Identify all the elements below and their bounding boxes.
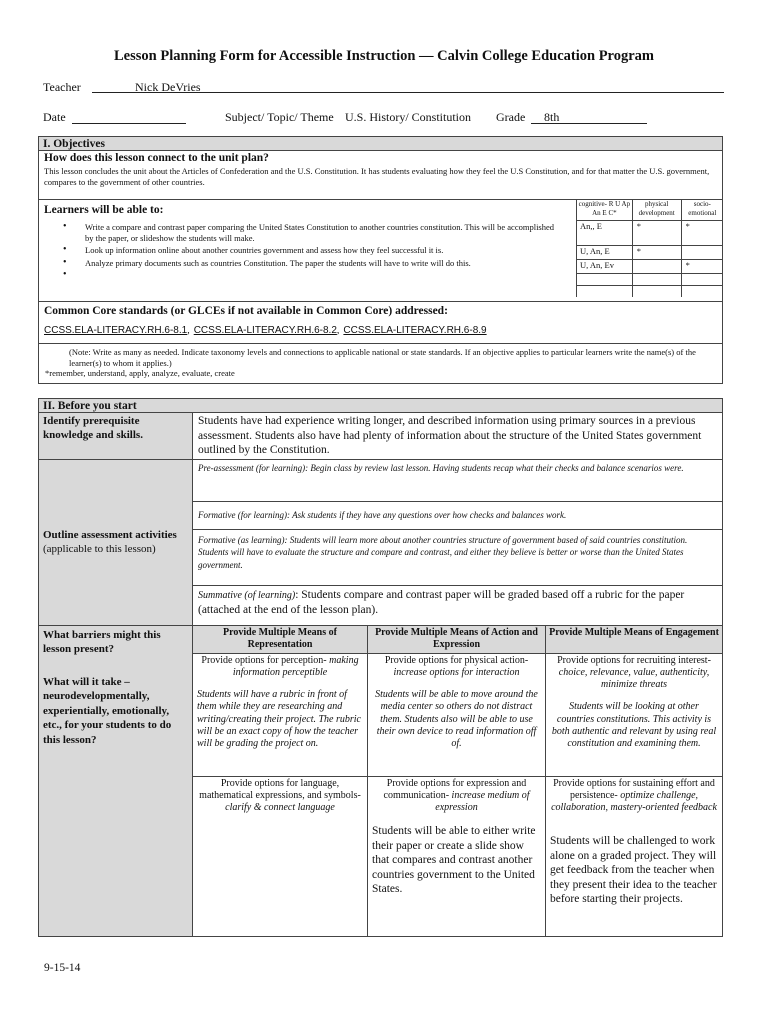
tax-cell: An,, E bbox=[577, 220, 633, 245]
tax-cell bbox=[681, 285, 723, 297]
udl-lead: Provide options for language, mathematical expressions, and symbols- bbox=[199, 777, 361, 801]
subject-label: Subject/ Topic/ Theme bbox=[225, 110, 334, 124]
tax-cell bbox=[681, 245, 723, 259]
tax-cell: * bbox=[681, 220, 723, 245]
udl-header-engagement: Provide Multiple Means of Engagement bbox=[546, 625, 723, 653]
what-will-it-take: What will it take – neurodevelopmentally, experientially, emotionally, etc., for your students to do this lesson? bbox=[43, 675, 172, 746]
udl-lead-italic: increase medium of expression bbox=[435, 789, 530, 814]
standard-link-3[interactable]: CCSS.ELA-LITERACY.RH.6-8.9 bbox=[343, 325, 487, 336]
udl-body: Students will be looking at other countries constitutions. This activity is both authentic and relevant by using real constitution and examining them. bbox=[551, 701, 717, 750]
barriers-question: What barriers might this lesson present? bbox=[43, 628, 161, 655]
tax-cell: * bbox=[681, 259, 723, 273]
tax-cell: * bbox=[632, 220, 681, 245]
barriers-cell bbox=[39, 625, 193, 936]
page-title: Lesson Planning Form for Accessible Instruction — Calvin College Education Program bbox=[114, 48, 654, 64]
common-core-label: Common Core standards (or GLCEs if not available in Common Core) addressed: bbox=[44, 305, 448, 317]
objectives-list bbox=[39, 222, 563, 270]
udl-lead: Provide options for expression and communication- bbox=[383, 777, 527, 801]
subject-value: U.S. History/ Constitution bbox=[345, 110, 472, 124]
assessment-label: Outline assessment activities bbox=[43, 529, 177, 541]
tax-cell bbox=[632, 273, 681, 285]
udl-lead-italic: clarify & connect language bbox=[225, 802, 335, 814]
col-socio: socio-emotional bbox=[681, 200, 723, 220]
summative-label: Summative (of learning) bbox=[198, 589, 296, 601]
tax-cell: U, An, Ev bbox=[577, 259, 633, 273]
objectives-note: (Note: Write as many as needed. Indicate taxonomy levels and connections to applicable national or state standards. If an objective applies to particular learners write the name(s) of the learner(s) to whom it applies.) bbox=[69, 347, 696, 368]
note-box bbox=[38, 344, 723, 384]
pre-assessment: Pre-assessment (for learning): Begin class by review last lesson. Having students recap what their checks and balance scenarios were. bbox=[193, 459, 723, 501]
udl-lead: Provide options for sustaining effort and persistence- bbox=[553, 777, 715, 801]
udl-sustaining-effort-cell bbox=[546, 776, 723, 936]
standard-link-1[interactable]: CCSS.ELA-LITERACY.RH.6-8.1 bbox=[44, 325, 188, 336]
assessment-label-cell bbox=[39, 459, 193, 625]
tax-cell bbox=[632, 285, 681, 297]
tax-cell bbox=[577, 285, 633, 297]
date-underline bbox=[72, 123, 186, 124]
udl-language-cell bbox=[193, 776, 368, 936]
before-table bbox=[38, 413, 723, 937]
unit-connection-answer: This lesson concludes the unit about the Articles of Confederation and the U.S. Constitution. It has students evaluating how they feel the U.S Constitution, and for that matter the U.S. government, compares to the government of other countries. bbox=[44, 166, 710, 187]
col-cognitive: cognitive- R U Ap An E C* bbox=[577, 200, 633, 220]
udl-lead-italic: choice, relevance, value, authenticity, minimize threats bbox=[558, 666, 710, 691]
learners-label: Learners will be able to: bbox=[44, 204, 164, 216]
udl-physical-action-cell bbox=[368, 653, 546, 776]
tax-cell bbox=[577, 273, 633, 285]
common-core-links bbox=[44, 320, 717, 338]
learners-box bbox=[38, 200, 723, 302]
date-label: Date bbox=[43, 110, 66, 124]
tax-cell: * bbox=[632, 245, 681, 259]
udl-lead-italic: making information perceptible bbox=[232, 654, 359, 678]
udl-lead: Provide options for perception- bbox=[201, 654, 327, 666]
tax-cell: U, An, E bbox=[577, 245, 633, 259]
udl-body: Students will have a rubric in front of them while they are researching and writing/creating their project. The rubric will be an exact copy of how the teacher will be grading the project on. bbox=[197, 689, 361, 750]
col-physical: physical development bbox=[632, 200, 681, 220]
udl-lead: Provide options for recruiting interest- bbox=[557, 654, 711, 666]
footer-date: 9-15-14 bbox=[44, 962, 81, 974]
standard-separator: , bbox=[187, 325, 190, 336]
prereq-text: Students have had experience writing longer, and described information using primary sources in a previous assessment. Students also have had plenty of information about the structure of the United States government outlined by the Constitution. bbox=[193, 413, 723, 459]
udl-body: Students will be able to either write their paper or create a slide show that compares and contrast another countries government to the United States. bbox=[372, 825, 536, 896]
objective-item-3: • Analyze primary documents such as countries Constitution. The paper the students will have to write will do this. bbox=[39, 258, 563, 269]
unit-connection-question: How does this lesson connect to the unit plan? bbox=[44, 152, 269, 164]
summative-cell bbox=[193, 585, 723, 625]
teacher-value: Nick DeVries bbox=[135, 80, 201, 94]
unit-connection-box bbox=[38, 151, 723, 200]
objectives-section-header: I. Objectives bbox=[38, 136, 723, 151]
teacher-label: Teacher bbox=[43, 80, 81, 94]
udl-header-action: Provide Multiple Means of Action and Expression bbox=[368, 625, 546, 653]
taxonomy-footnote: *remember, understand, apply, analyze, evaluate, create bbox=[45, 368, 235, 378]
udl-perception-cell bbox=[193, 653, 368, 776]
udl-lead-italic: increase options for interaction bbox=[393, 666, 520, 678]
assessment-sub: (applicable to this lesson) bbox=[43, 543, 156, 555]
udl-expression-cell bbox=[368, 776, 546, 936]
common-core-box bbox=[38, 302, 723, 344]
objective-item-2: • Look up information online about another countries government and assess how they feel successful it is. bbox=[39, 245, 563, 256]
formative-as: Formative (as learning): Students will learn more about another countries structure of government based of said countries constitution. Students will have to evaluate the structure and compare and contrast, and either they believe is better or worse than the United States government. bbox=[193, 529, 723, 585]
udl-header-representation: Provide Multiple Means of Representation bbox=[193, 625, 368, 653]
summative-text: : Students compare and contrast paper will be graded based off a rubric for the paper (attached at the end of the lesson plan). bbox=[198, 588, 685, 616]
tax-cell bbox=[681, 273, 723, 285]
prereq-label: Identify prerequisite knowledge and skills. bbox=[39, 413, 193, 459]
udl-lead: Provide options for physical action- bbox=[384, 654, 529, 666]
tax-cell bbox=[632, 259, 681, 273]
grade-value: 8th bbox=[544, 110, 560, 124]
udl-body: Students will be challenged to work alone on a graded project. They will get feedback from the teacher when they present their idea to the teacher before starting their projects. bbox=[550, 835, 717, 906]
grade-label: Grade bbox=[496, 110, 526, 124]
taxonomy-table bbox=[576, 200, 723, 297]
objective-item-1: • Write a compare and contrast paper comparing the United States Constitution to another countries constitution. This will be accomplished by the paper, or slideshow the students will make. bbox=[39, 222, 563, 243]
udl-recruiting-interest-cell bbox=[546, 653, 723, 776]
formative-for: Formative (for learning): Ask students if they have any questions over how checks and balances work. bbox=[193, 501, 723, 529]
before-section-header: II. Before you start bbox=[38, 398, 723, 413]
udl-lead-italic: optimize challenge, collaboration, mastery-oriented feedback bbox=[551, 789, 717, 814]
udl-body: Students will be able to move around the media center so others do not distract them. Students also will be able to use their own device to read information off of. bbox=[375, 689, 538, 750]
standard-separator: , bbox=[336, 325, 340, 336]
standard-link-2[interactable]: CCSS.ELA-LITERACY.RH.6-8.2 bbox=[193, 325, 337, 336]
